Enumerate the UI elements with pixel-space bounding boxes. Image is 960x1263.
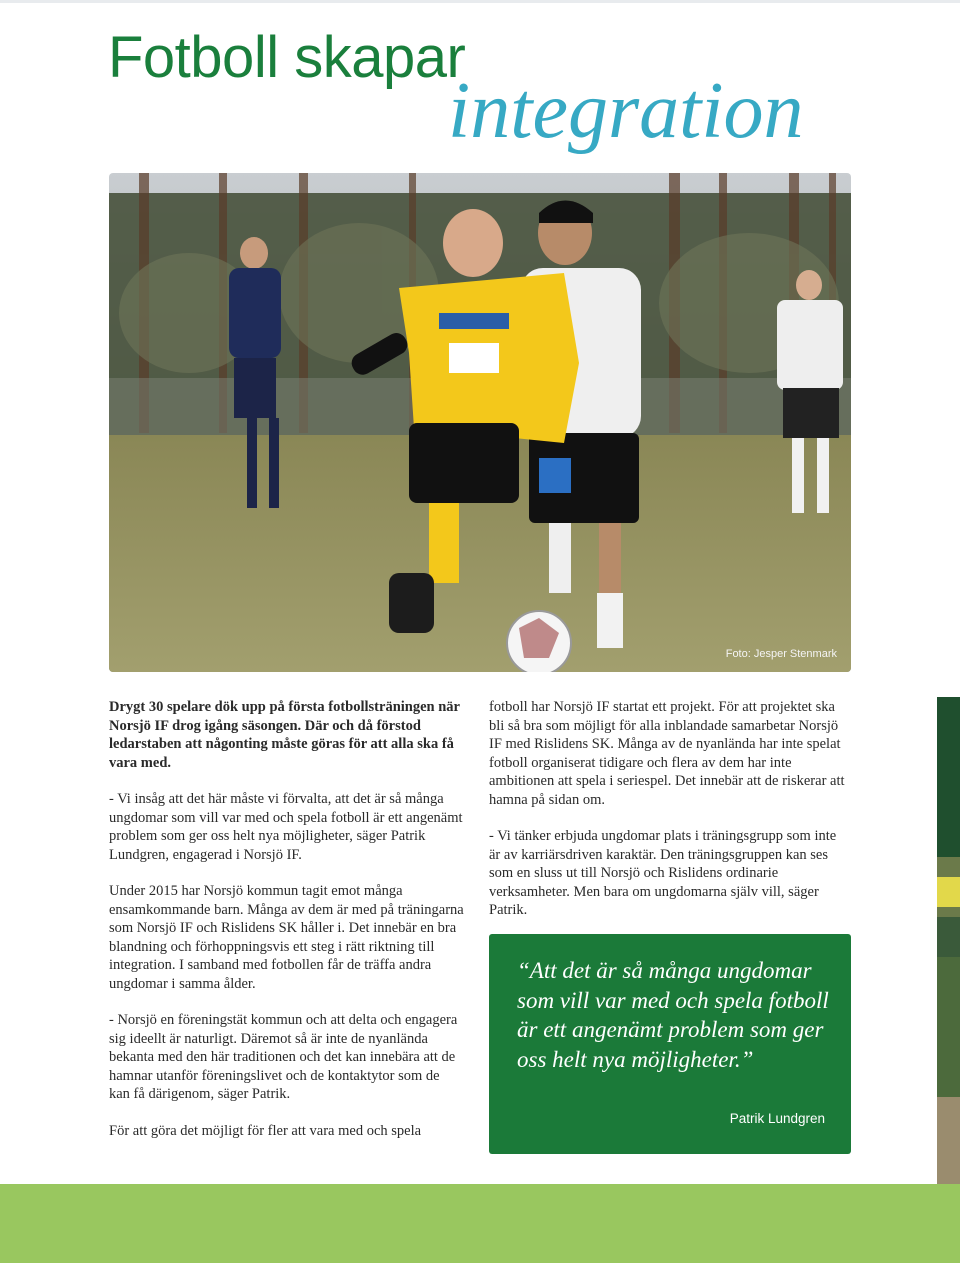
article-paragraph: fotboll har Norsjö IF startat ett projekt. För att projektet ska bli så bra som möjligt för alla inblandade samarbetar Norsjö IF med Rislidens SK. Många av de nyanlända har inte spelat fotboll organiserat tidigare och flera av dem har inte ambitionen att spela i seriespel. Det innebär att de riskerar att hamna på sidan om. <box>489 699 845 808</box>
article-column-right <box>489 698 851 938</box>
article-paragraph: - Vi insåg att det här måste vi förvalta, att det är så många ungdomar som vill var med och spela fotboll är ett angenämt problem som ger oss helt nya möjligheter, säger Patrik Lundgren, engagerad i Norsjö IF. <box>109 791 463 863</box>
article-paragraph: - Norsjö en föreningstät kommun och att delta och engagera sig ideellt är naturligt. Däremot så är inte de nyanlända bekanta med den här traditionen och det kan innebära att de hamnar utanför föreningslivet och de kontaktytor som de kan få därigenom, säger Patrik. <box>109 1012 458 1102</box>
photo-illustration <box>109 173 851 672</box>
adjacent-page-photo-edge <box>937 697 960 1263</box>
article-lead: Drygt 30 spelare dök upp på första fotbollsträningen när Norsjö IF drog igång säsongen. Där och då förstod ledarstaben att någonting måste göras för att alla ska få vara med. <box>109 699 460 771</box>
football-photo <box>109 173 851 672</box>
article-paragraph: - Vi tänker erbjuda ungdomar plats i träningsgrupp som inte är av karriärsdriven karaktär. Den träningsgruppen kan ses som en sluss ut till Norsjö och Rislidens ordinarie verksamheter. Men bara om ungdomarna själv vill, säger Patrik. <box>489 828 837 918</box>
article-paragraph: Under 2015 har Norsjö kommun tagit emot många ensamkommande barn. Många av dem är med på träningarna som Norsjö IF och Rislidens SK håller i. Det innebär en bra blandning och förhoppningsvis ett steg i rätt riktning till integration. I samband med fotbollen får de träffa andra ungdomar i samma ålder. <box>109 883 464 992</box>
adjacent-photo-illustration <box>937 697 960 1263</box>
headline-line-2: integration <box>448 67 804 155</box>
pull-quote-author: Patrik Lundgren <box>729 1111 825 1126</box>
footer-band <box>0 1184 960 1263</box>
pull-quote <box>489 934 851 1154</box>
article-column-left <box>109 698 464 1158</box>
pull-quote-text: “Att det är så många ungdomar som vill var med och spela fotboll är ett angenämt problem som ger oss helt nya möjligheter.” <box>517 958 829 1072</box>
photo-credit: Foto: Jesper Stenmark <box>725 648 837 660</box>
article-paragraph: För att göra det möjligt för fler att vara med och spela <box>109 1122 422 1139</box>
top-rule <box>0 0 960 3</box>
headline-line-1: Fotboll skapar <box>108 25 466 90</box>
